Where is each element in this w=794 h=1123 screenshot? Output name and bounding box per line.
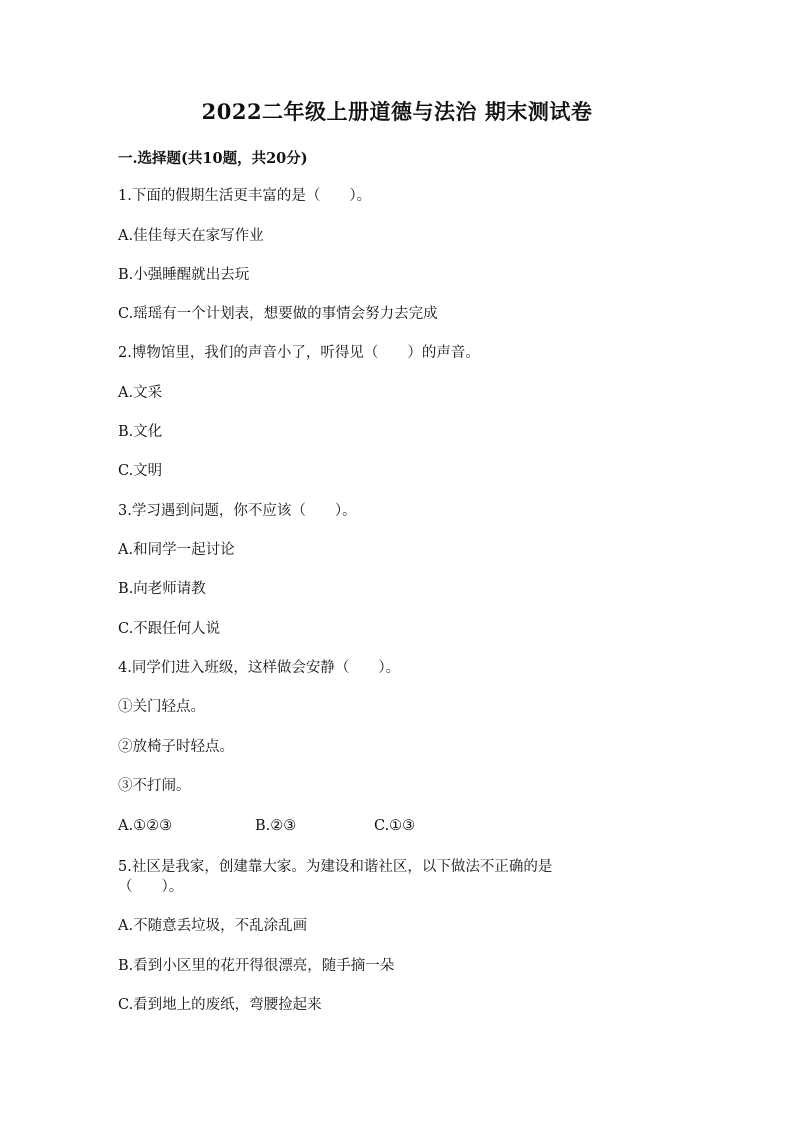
question-5-stem: 5.社区是我家，创建靠大家。为建设和谐社区，以下做法不正确的是	[118, 859, 553, 875]
question-3-option-a: A.和同学一起讨论	[118, 542, 235, 558]
question-5-option-b: B.看到小区里的花开得很漂亮，随手摘一朵	[118, 958, 395, 974]
question-2-option-b: B.文化	[118, 424, 163, 440]
question-2-option-c: C.文明	[118, 463, 163, 479]
question-4-options	[118, 816, 415, 836]
question-1-stem: 1.下面的假期生活更丰富的是（ ）。	[118, 188, 372, 204]
question-5-option-a: A.不随意丢垃圾，不乱涂乱画	[118, 918, 308, 934]
question-5-stem-continued: （ ）。	[118, 879, 184, 895]
question-4-option-b: B.②③	[255, 818, 297, 834]
question-4-statement-2: ②放椅子时轻点。	[118, 739, 234, 755]
question-2-option-a: A.文采	[118, 385, 163, 401]
question-3-option-b: B.向老师请教	[118, 581, 206, 597]
question-4-option-c: C.①③	[374, 818, 416, 834]
question-3-stem: 3.学习遇到问题，你不应该（ ）。	[118, 503, 357, 519]
question-4-statement-3: ③不打闹。	[118, 778, 191, 794]
page-title: 2022二年级上册道德与法治 期末测试卷	[201, 99, 593, 124]
question-4-stem: 4.同学们进入班级，这样做会安静（ ）。	[118, 660, 401, 676]
question-2-stem: 2.博物馆里，我们的声音小了，听得见（ ）的声音。	[118, 345, 480, 361]
question-1-option-c: C.瑶瑶有一个计划表，想要做的事情会努力去完成	[118, 306, 438, 322]
question-5-option-c: C.看到地上的废纸，弯腰捡起来	[118, 997, 322, 1013]
question-1-option-b: B.小强睡醒就出去玩	[118, 267, 250, 283]
section-heading: 一.选择题(共10题，共20分)	[118, 150, 308, 167]
question-4-statement-1: ①关门轻点。	[118, 699, 205, 715]
question-4-option-a: A.①②③	[118, 818, 173, 834]
question-1-option-a: A.佳佳每天在家写作业	[118, 228, 264, 244]
question-3-option-c: C.不跟任何人说	[118, 621, 221, 637]
